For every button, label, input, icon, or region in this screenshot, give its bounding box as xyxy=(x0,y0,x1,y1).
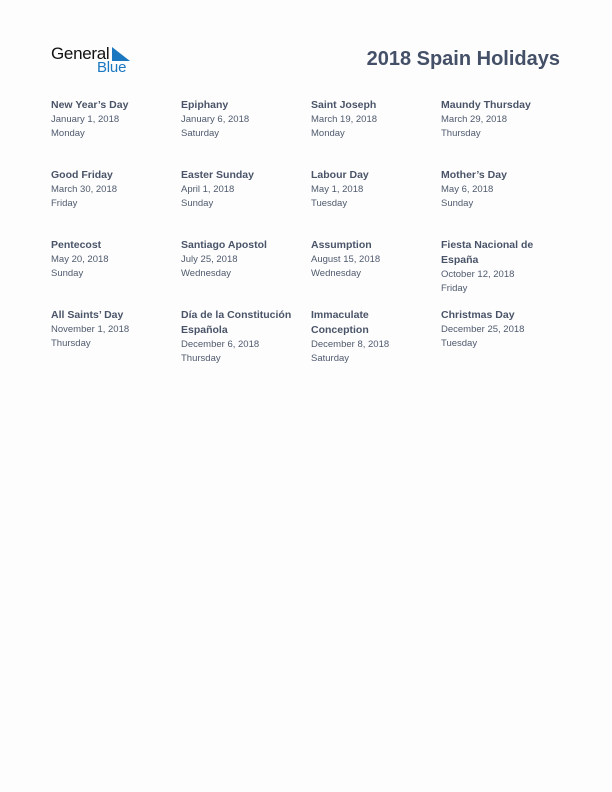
holiday-weekday: Monday xyxy=(311,127,345,139)
holiday-weekday: Tuesday xyxy=(441,337,478,349)
holiday-weekday: Saturday xyxy=(311,352,350,364)
holiday-name: Labour Day xyxy=(311,169,369,181)
holiday-date: January 6, 2018 xyxy=(181,114,250,125)
holiday-weekday: Wednesday xyxy=(311,267,361,279)
holiday-item xyxy=(51,308,176,350)
holiday-name: Assumption xyxy=(311,239,372,251)
holiday-item xyxy=(311,238,436,280)
holiday-date: March 30, 2018 xyxy=(51,184,118,195)
holiday-name: Santiago Apostol xyxy=(181,239,267,251)
holiday-item xyxy=(441,98,566,140)
holiday-weekday: Sunday xyxy=(441,197,474,209)
holiday-date: May 6, 2018 xyxy=(441,184,494,195)
holiday-name: Immaculate Conception xyxy=(311,309,369,336)
holiday-date: January 1, 2018 xyxy=(51,114,120,125)
holiday-date: December 8, 2018 xyxy=(311,339,390,350)
holiday-item xyxy=(311,168,436,210)
holiday-date: March 29, 2018 xyxy=(441,114,508,125)
holiday-weekday: Thursday xyxy=(441,127,481,139)
holiday-weekday: Friday xyxy=(441,282,468,294)
holiday-name: Epiphany xyxy=(181,99,229,111)
holiday-item xyxy=(441,308,566,350)
holiday-date: December 6, 2018 xyxy=(181,339,260,350)
holiday-weekday: Monday xyxy=(51,127,85,139)
holiday-weekday: Saturday xyxy=(181,127,220,139)
holiday-weekday: Thursday xyxy=(181,352,221,364)
holiday-item xyxy=(51,168,176,210)
holiday-date: October 12, 2018 xyxy=(441,269,515,280)
holiday-name: Christmas Day xyxy=(441,309,515,321)
holiday-date: April 1, 2018 xyxy=(181,184,235,195)
holiday-weekday: Wednesday xyxy=(181,267,231,279)
holiday-name: Easter Sunday xyxy=(181,169,254,181)
holiday-name: Mother’s Day xyxy=(441,169,507,181)
holiday-weekday: Sunday xyxy=(51,267,84,279)
holiday-date: May 20, 2018 xyxy=(51,254,109,265)
page-title: 2018 Spain Holidays xyxy=(366,48,560,70)
holiday-weekday: Friday xyxy=(51,197,78,209)
holiday-item xyxy=(51,98,176,140)
holiday-date: July 25, 2018 xyxy=(181,254,238,265)
holiday-name: Pentecost xyxy=(51,239,102,251)
holiday-item xyxy=(181,98,306,140)
holiday-name: All Saints’ Day xyxy=(51,309,124,321)
logo-word-general: General xyxy=(51,44,110,63)
holiday-item xyxy=(311,98,436,140)
holiday-name: Maundy Thursday xyxy=(441,99,531,111)
holiday-item xyxy=(311,308,401,365)
holiday-name: Good Friday xyxy=(51,169,113,181)
holiday-name: Saint Joseph xyxy=(311,99,377,111)
holiday-item xyxy=(51,238,176,280)
holiday-weekday: Sunday xyxy=(181,197,214,209)
holiday-item xyxy=(181,168,306,210)
brand-logo xyxy=(51,44,141,78)
holiday-name: Día de la Constitución Española xyxy=(181,309,292,336)
holiday-weekday: Thursday xyxy=(51,337,91,349)
holiday-date: March 19, 2018 xyxy=(311,114,378,125)
holiday-item xyxy=(181,308,301,365)
logo-word-blue: Blue xyxy=(97,59,127,76)
holiday-item xyxy=(181,238,306,280)
holiday-weekday: Tuesday xyxy=(311,197,348,209)
holiday-item xyxy=(441,168,566,210)
holiday-date: November 1, 2018 xyxy=(51,324,130,335)
holiday-date: December 25, 2018 xyxy=(441,324,525,335)
holiday-date: May 1, 2018 xyxy=(311,184,364,195)
holiday-item xyxy=(441,238,551,295)
holiday-name: New Year’s Day xyxy=(51,99,129,111)
holiday-date: August 15, 2018 xyxy=(311,254,381,265)
holiday-name: Fiesta Nacional de España xyxy=(441,239,534,266)
